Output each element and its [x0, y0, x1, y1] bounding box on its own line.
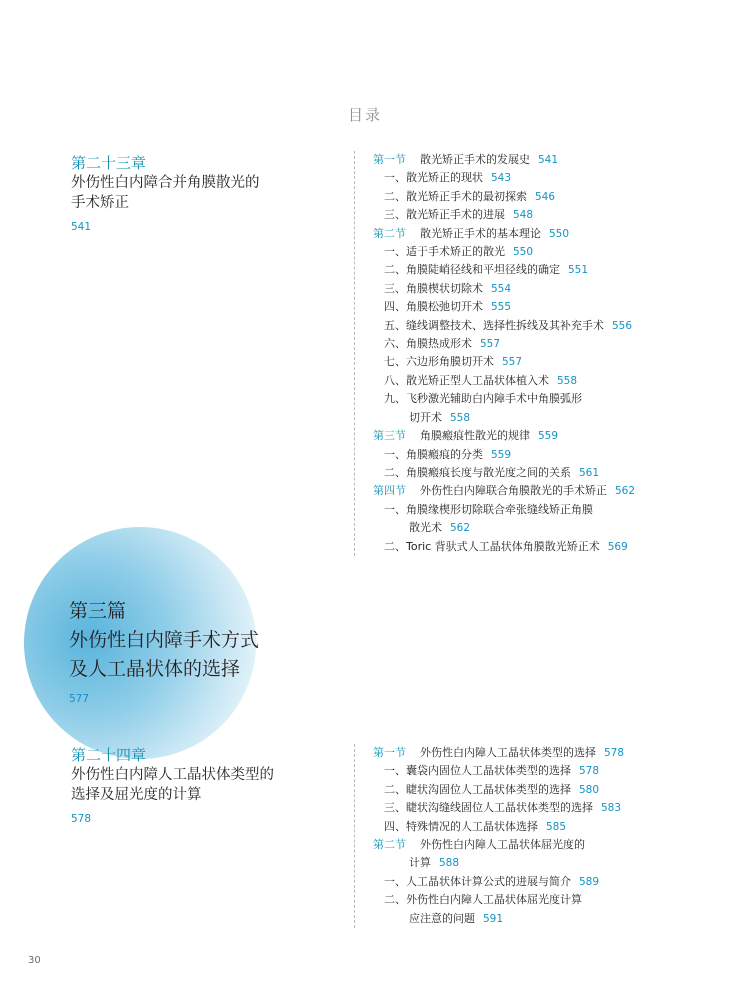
toc-section-label: 第四节: [373, 484, 406, 498]
toc-entry-row[interactable]: [373, 501, 683, 519]
toc-page-number: 546: [535, 190, 556, 203]
toc-entry-text: 三、散光矫正手术的进展: [384, 208, 505, 222]
chapter-page-number[interactable]: 578: [71, 813, 92, 825]
toc-section-row[interactable]: [373, 151, 683, 169]
toc-entry-text: 外伤性白内障联合角膜散光的手术矫正: [420, 484, 607, 498]
chapter-24-heading: [71, 745, 321, 825]
toc-page-number: 578: [579, 765, 600, 778]
toc-entry-row[interactable]: [373, 799, 683, 817]
chapter-title: 外伤性白内障合并角膜散光的: [71, 175, 260, 191]
toc-entry-row[interactable]: [373, 188, 683, 206]
chapter-title: 选择及屈光度的计算: [71, 787, 202, 803]
toc-entry-text: 二、角膜陡峭径线和平坦径线的确定: [384, 263, 560, 277]
toc-entry-row[interactable]: [373, 538, 683, 556]
toc-page-number: 591: [483, 912, 504, 925]
toc-page-number: 557: [480, 338, 501, 351]
toc-page-number: 561: [579, 466, 600, 479]
chapter-number: 第二十四章: [71, 746, 147, 764]
toc-page-number: 562: [450, 522, 471, 535]
part-3-heading: [69, 597, 329, 705]
toc-page-number: 557: [502, 356, 523, 369]
toc-entry-text: 计算: [409, 856, 431, 870]
chapter-title: 手术矫正: [71, 195, 129, 211]
part-number: 第三篇: [69, 600, 127, 622]
part-title: 及人工晶状体的选择: [69, 658, 241, 680]
chapter-number: 第二十三章: [71, 154, 147, 172]
toc-entry-row[interactable]: [373, 409, 683, 427]
toc-entry-text: 角膜瘢痕性散光的规律: [420, 429, 530, 443]
toc-entry-row[interactable]: [373, 781, 683, 799]
toc-entry-row[interactable]: [373, 298, 683, 316]
toc-page-number: 543: [491, 172, 512, 185]
toc-page-number: 569: [607, 540, 628, 553]
toc-entry-text: 四、角膜松弛切开术: [384, 300, 483, 314]
toc-section-label: 第一节: [373, 746, 406, 759]
chapter-24-toc: [354, 744, 683, 928]
toc-entry-row[interactable]: [373, 335, 683, 353]
toc-entry-text: 一、角膜缘楔形切除联合牵张缝线矫正角膜: [384, 502, 593, 516]
chapter-23-toc: [354, 151, 683, 556]
toc-section-row[interactable]: [373, 482, 683, 500]
toc-entry-row[interactable]: [373, 206, 683, 224]
toc-entry-text: 二、外伤性白内障人工晶状体屈光度计算: [384, 893, 582, 907]
toc-section-label: 第一节: [373, 153, 406, 166]
page-number: 30: [28, 955, 41, 966]
toc-entry-text: 二、散光矫正手术的最初探索: [384, 189, 527, 203]
toc-page-number: 588: [439, 857, 460, 870]
toc-section-label: 第三节: [373, 429, 406, 443]
toc-entry-text: 八、散光矫正型人工晶状体植入术: [384, 373, 549, 387]
toc-page-number: 558: [450, 411, 471, 424]
chapter-page-number[interactable]: 541: [71, 221, 92, 233]
toc-entry-row[interactable]: [373, 762, 683, 780]
toc-entry-row[interactable]: [373, 818, 683, 836]
toc-section-row[interactable]: [373, 836, 683, 854]
toc-entry-row[interactable]: [373, 390, 683, 408]
chapter-title: 外伤性白内障人工晶状体类型的: [71, 767, 274, 783]
toc-entry-row[interactable]: [373, 169, 683, 187]
toc-entry-row[interactable]: [373, 519, 683, 537]
toc-entry-text: 散光矫正手术的基本理论: [420, 226, 541, 240]
toc-page-number: 562: [615, 485, 636, 498]
toc-entry-text: 散光术: [409, 521, 442, 535]
toc-section-label: 第二节: [373, 226, 406, 240]
toc-entry-row[interactable]: [373, 243, 683, 261]
toc-section-label: 第二节: [373, 838, 406, 852]
toc-entry-text: 三、睫状沟缝线固位人工晶状体类型的选择: [384, 801, 593, 815]
toc-page-number: 548: [513, 209, 534, 222]
toc-section-row[interactable]: [373, 744, 683, 762]
toc-page-number: 580: [579, 783, 600, 796]
toc-entry-text: 应注意的问题: [409, 911, 475, 925]
toc-entry-text: 散光矫正手术的发展史: [420, 153, 530, 166]
toc-page-number: 550: [549, 227, 570, 240]
toc-entry-text: 外伤性白内障人工晶状体屈光度的: [420, 838, 585, 852]
toc-entry-row[interactable]: [373, 317, 683, 335]
toc-entry-text: 五、缝线调整技术、选择性拆线及其补充手术: [384, 318, 604, 332]
toc-entry-text: 七、六边形角膜切开术: [384, 355, 494, 369]
toc-entry-text: 一、囊袋内固位人工晶状体类型的选择: [384, 764, 571, 778]
toc-entry-text: 外伤性白内障人工晶状体类型的选择: [420, 746, 596, 759]
toc-page-number: 585: [546, 820, 567, 833]
part-title: 外伤性白内障手术方式: [69, 629, 260, 651]
toc-entry-row[interactable]: [373, 353, 683, 371]
toc-section-row[interactable]: [373, 427, 683, 445]
toc-entry-text: 二、角膜瘢痕长度与散光度之间的关系: [384, 465, 571, 479]
toc-entry-text: 四、特殊情况的人工晶状体选择: [384, 819, 538, 833]
part-page-number[interactable]: 577: [69, 693, 90, 705]
chapter-23-heading: [71, 153, 321, 233]
toc-page-number: 554: [491, 282, 512, 295]
toc-entry-row[interactable]: [373, 873, 683, 891]
toc-entry-text: 一、散光矫正的现状: [384, 171, 483, 185]
toc-page-number: 559: [538, 430, 559, 443]
toc-entry-row[interactable]: [373, 261, 683, 279]
toc-page-number: 589: [579, 875, 600, 888]
toc-page-number: 550: [513, 246, 534, 259]
toc-entry-row[interactable]: [373, 280, 683, 298]
toc-entry-text: 二、Toric 背驮式人工晶状体角膜散光矫正术: [384, 539, 600, 553]
toc-entry-text: 三、角膜楔状切除术: [384, 281, 483, 295]
toc-entry-row[interactable]: [373, 854, 683, 872]
toc-entry-row[interactable]: [373, 464, 683, 482]
toc-entry-text: 二、睫状沟固位人工晶状体类型的选择: [384, 782, 571, 796]
toc-entry-text: 九、飞秒激光辅助白内障手术中角膜弧形: [384, 392, 582, 406]
toc-page-number: 551: [568, 264, 589, 277]
toc-page-number: 559: [491, 448, 512, 461]
toc-entry-text: 一、人工晶状体计算公式的进展与简介: [384, 874, 571, 888]
toc-page-number: 583: [601, 802, 622, 815]
toc-entry-text: 切开术: [409, 410, 442, 424]
toc-page-number: 578: [604, 747, 625, 759]
toc-page-number: 556: [612, 319, 633, 332]
toc-entry-text: 一、角膜瘢痕的分类: [384, 447, 483, 461]
toc-entry-text: 一、适于手术矫正的散光: [384, 245, 505, 259]
toc-entry-text: 六、角膜热成形术: [384, 337, 472, 351]
toc-entry-row[interactable]: [373, 910, 683, 928]
toc-page-number: 555: [491, 301, 512, 314]
toc-section-row[interactable]: [373, 225, 683, 243]
toc-entry-row[interactable]: [373, 891, 683, 909]
toc-entry-row[interactable]: [373, 446, 683, 464]
toc-page-number: 541: [538, 154, 559, 166]
toc-entry-row[interactable]: [373, 372, 683, 390]
page-title: 目录: [347, 106, 382, 124]
toc-page-number: 558: [557, 374, 578, 387]
